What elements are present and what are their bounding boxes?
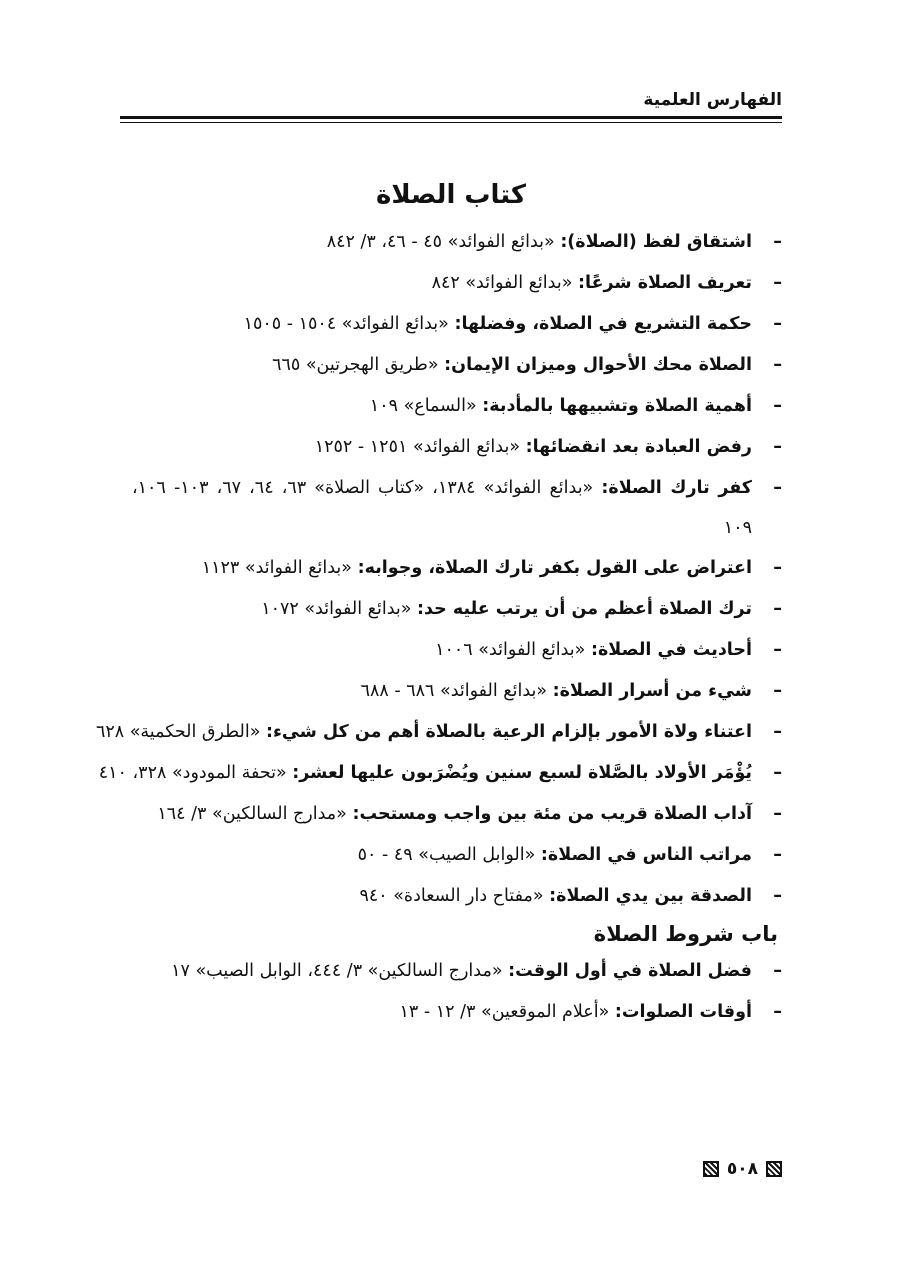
- entry-reference: «مدارج السالكين» ٣/ ١٦٤: [157, 804, 347, 824]
- entry-reference: «بدائع الفوائد» ١٥٠٤ - ١٥٠٥: [243, 314, 449, 334]
- entry-topic: رفض العبادة بعد انقضائها:: [525, 437, 752, 457]
- entry-topic: الصدقة بين يدي الصلاة:: [549, 886, 752, 906]
- running-head: [120, 86, 782, 116]
- page-folio: [703, 1157, 782, 1181]
- entry-topic: أوقات الصلوات:: [614, 1002, 752, 1022]
- page-number: ٥٠٨: [726, 1159, 758, 1179]
- entry-dash: –: [773, 232, 782, 252]
- index-entries: [95, 222, 782, 1033]
- running-head-title: الفهارس العلمية: [643, 90, 782, 110]
- entry-topic: أحاديث في الصلاة:: [590, 640, 752, 660]
- entry-dash: –: [773, 273, 782, 293]
- index-entry: [132, 468, 782, 548]
- entry-topic: اعتراض على القول بكفر تارك الصلاة، وجوابه:: [357, 558, 752, 578]
- index-entry: [132, 794, 782, 835]
- entry-dash: –: [773, 845, 782, 865]
- entry-topic: مراتب الناس في الصلاة:: [540, 845, 752, 865]
- entry-reference: «بدائع الفوائد» ١٢٥١ - ١٢٥٢: [314, 437, 521, 457]
- entry-dash: –: [773, 437, 782, 457]
- entry-dash: –: [773, 1002, 782, 1022]
- index-entry: [132, 427, 782, 468]
- index-entry: [98, 753, 782, 794]
- section-heading: باب شروط الصلاة: [593, 922, 778, 946]
- entry-reference: «بدائع الفوائد» ١٠٧٢: [261, 599, 412, 619]
- entry-topic: حكمة التشريع في الصلاة، وفضلها:: [454, 314, 752, 334]
- entry-reference: «أعلام الموقعين» ٣/ ١٢ - ١٣: [399, 1002, 610, 1022]
- entry-reference: «بدائع الفوائد» ١٠٠٦: [435, 640, 586, 660]
- index-entry: [132, 222, 782, 263]
- entry-reference: «مدارج السالكين» ٣/ ٤٤٤، الوابل الصيب» ١٧: [171, 961, 503, 981]
- entry-dash: –: [773, 355, 782, 375]
- entry-dash: –: [773, 804, 782, 824]
- entry-reference: «بدائع الفوائد» ٤٥ - ٤٦، ٣/ ٨٤٢: [326, 232, 555, 252]
- entry-topic: اعتناء ولاة الأمور بإلزام الرعية بالصلاة أهم من كل شيء:: [265, 722, 752, 742]
- entry-dash: –: [773, 558, 782, 578]
- entry-dash: –: [773, 722, 782, 742]
- entry-topic: كفر تارك الصلاة:: [601, 478, 752, 498]
- entry-dash: –: [773, 886, 782, 906]
- chapter-title: كتاب الصلاة: [375, 180, 527, 211]
- ornament-icon: [766, 1161, 782, 1177]
- entry-dash: –: [773, 763, 782, 783]
- entry-dash: –: [773, 314, 782, 334]
- entry-dash: –: [773, 681, 782, 701]
- header-rule-thin: [120, 122, 782, 123]
- index-entry: [132, 386, 782, 427]
- entry-dash: –: [773, 478, 782, 498]
- entry-topic: آداب الصلاة قريب من مئة بين واجب ومستحب:: [352, 804, 752, 824]
- index-entry: [132, 671, 782, 712]
- entry-reference: «السماع» ١٠٩: [369, 396, 477, 416]
- entry-topic: يُؤْمَر الأولاد بالصَّلاة لسبع سنين ويُضْرَبون عليها لعشر:: [292, 763, 752, 783]
- entry-reference: «بدائع الفوائد» ١١٢٣: [201, 558, 352, 578]
- index-entry: [132, 876, 782, 917]
- index-entry: [132, 263, 782, 304]
- entry-reference: «بدائع الفوائد» ٨٤٢: [431, 273, 573, 293]
- index-entry: [132, 951, 782, 992]
- entry-topic: اشتقاق لفظ (الصلاة):: [560, 232, 752, 252]
- entry-reference: «مفتاح دار السعادة» ٩٤٠: [359, 886, 544, 906]
- entry-reference: «طريق الهجرتين» ٦٦٥: [272, 355, 439, 375]
- entry-reference: «الطرق الحكمية» ٦٢٨: [95, 722, 261, 742]
- entry-topic: الصلاة محك الأحوال وميزان الإيمان:: [444, 355, 752, 375]
- entry-reference: «بدائع الفوائد» ١٣٨٤، «كتاب الصلاة» ٦٣، ٦٤، ٦٧، ١٠٣- ١٠٦، ١٠٩: [132, 478, 752, 538]
- entry-topic: ترك الصلاة أعظم من أن يرتب عليه حد:: [417, 599, 752, 619]
- header-rule-thick: [120, 116, 782, 119]
- index-entry: [95, 712, 782, 753]
- entry-reference: «الوابل الصيب» ٤٩ - ٥٠: [357, 845, 536, 865]
- entry-dash: –: [773, 961, 782, 981]
- entry-dash: –: [773, 396, 782, 416]
- entry-reference: «تحفة المودود» ٣٢٨، ٤١٠: [98, 763, 287, 783]
- index-entry: [132, 548, 782, 589]
- index-entry: [132, 345, 782, 386]
- index-entry: [132, 835, 782, 876]
- entry-topic: تعريف الصلاة شرعًا:: [578, 273, 752, 293]
- index-entry: [132, 304, 782, 345]
- entry-dash: –: [773, 599, 782, 619]
- entry-dash: –: [773, 640, 782, 660]
- index-entry: [132, 630, 782, 671]
- entry-topic: شيء من أسرار الصلاة:: [552, 681, 752, 701]
- entry-reference: «بدائع الفوائد» ٦٨٦ - ٦٨٨: [360, 681, 548, 701]
- ornament-icon: [703, 1161, 719, 1177]
- entry-topic: أهمية الصلاة وتشبيهها بالمأدبة:: [482, 396, 752, 416]
- entry-topic: فضل الصلاة في أول الوقت:: [508, 961, 752, 981]
- index-entry: [132, 992, 782, 1033]
- index-entry: [132, 589, 782, 630]
